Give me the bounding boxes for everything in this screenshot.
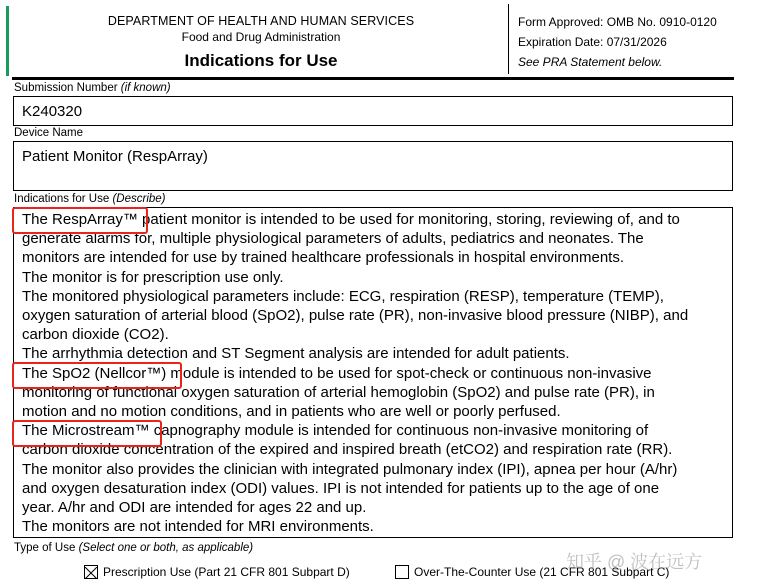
pra-statement: See PRA Statement below. (518, 55, 663, 69)
submission-number-label: Submission Number (if known) (14, 82, 171, 94)
submission-number-field[interactable] (13, 96, 733, 126)
highlight-resparray (12, 207, 148, 234)
indications-line: motion and no motion conditions, and in patients who are well or poorly perfused. (22, 403, 561, 421)
check-x-icon (85, 567, 97, 579)
indications-line: oxygen saturation of arterial blood (SpO2), pulse rate (PR), non-invasive blood pressure (NIBP), and (22, 307, 689, 325)
indications-line: The arrhythmia detection and ST Segment analysis are intended for adult patients. (22, 345, 570, 363)
agency-name: Food and Drug Administration (181, 30, 341, 44)
omb-info (518, 12, 754, 72)
indications-line: and oxygen desaturation index (ODI) values. IPI is not intended for patients up to the age of one (22, 479, 660, 497)
expiration-date: Expiration Date: 07/31/2026 (518, 35, 667, 49)
indications-label: Indications for Use (Describe) (14, 193, 166, 205)
prescription-use-label: Prescription Use (Part 21 CFR 801 Subpart D) (103, 565, 350, 579)
indications-line: carbon dioxide (CO2). (22, 326, 169, 344)
indications-line: monitoring of functional oxygen saturation of arterial hemoglobin (SpO2) and pulse rate (PR), in (22, 383, 655, 401)
form-approved: Form Approved: OMB No. 0910-0120 (518, 15, 717, 29)
prescription-use-checkbox[interactable] (84, 565, 98, 579)
submission-number-value: K240320 (22, 103, 83, 120)
accent-bar (6, 6, 9, 76)
indications-line: The SpO2 (Nellcor™) module is intended to be used for spot-check or continuous non-invasive (22, 364, 652, 382)
header-divider (508, 4, 509, 74)
header-rule (12, 77, 734, 80)
device-name-label: Device Name (14, 127, 84, 139)
otc-use-label: Over-The-Counter Use (21 CFR 801 Subpart C) (414, 565, 670, 579)
form-header (14, 6, 508, 72)
department-name: DEPARTMENT OF HEALTH AND HUMAN SERVICES (107, 14, 415, 28)
indications-line: monitors are intended for use by trained healthcare professionals in hospital environments. (22, 249, 625, 267)
device-name-value: Patient Monitor (RespArray) (22, 148, 208, 165)
indications-line: The Microstream™ capnography module is intended for continuous non-invasive monitoring of (22, 422, 649, 440)
indications-line: The monitor also provides the clinician with integrated pulmonary index (IPI), apnea per hour (A/hr) (22, 460, 678, 478)
indications-line: carbon dioxide concentration of the expired and inspired breath (etCO2) and respiration rate (RR). (22, 441, 673, 459)
indications-line: The monitors are not intended for MRI environments. (22, 518, 374, 536)
indications-line: The RespArray™ patient monitor is intended to be used for monitoring, storing, reviewing of, and to (22, 211, 680, 228)
indications-line: generate alarms for, multiple physiological parameters of adults, pediatrics and neonates. The (22, 230, 644, 248)
highlight-microstream (12, 420, 162, 447)
indications-line: The monitored physiological parameters include: ECG, respiration (RESP), temperature (TEMP), (22, 287, 664, 305)
indications-line: year. A/hr and ODI are intended for ages 22 and up. (22, 499, 367, 517)
type-of-use-label: Type of Use (Select one or both, as applicable) (14, 542, 254, 554)
otc-use-checkbox[interactable] (395, 565, 409, 579)
device-name-field[interactable] (13, 141, 733, 191)
highlight-spo2-nellcor (12, 362, 182, 389)
form-title: Indications for Use (184, 51, 338, 70)
watermark: 知乎 @ 波在远方 (566, 552, 703, 572)
indications-line: The monitor is for prescription use only. (22, 268, 284, 286)
